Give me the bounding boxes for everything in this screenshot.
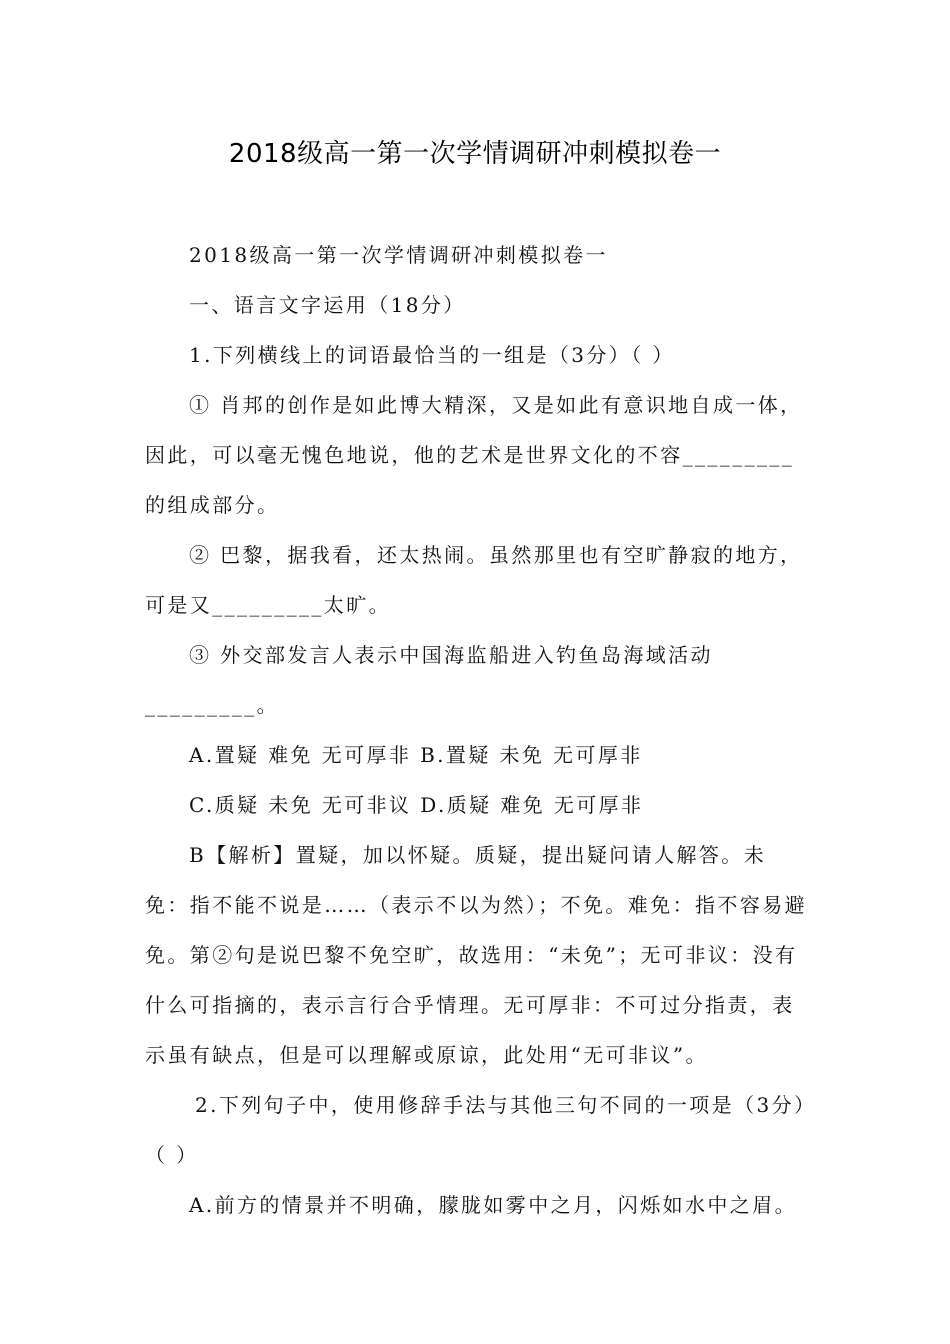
paragraph-sentence-3: ③ 外交部发言人表示中国海监船进入钓鱼岛海域活动_________。 (145, 643, 713, 717)
document-body (145, 230, 807, 1230)
paragraph-options-ab: A.置疑 难免 无可厚非 B.置疑 未免 无可厚非 (189, 743, 643, 767)
paragraph-section-heading: 一、语言文字运用（18分） (189, 293, 466, 317)
paragraph-option-a: A.前方的情景并不明确，朦胧如雾中之月，闪烁如水中之眉。 (189, 1193, 798, 1217)
paragraph-question-2: 2.下列句子中，使用修辞手法与其他三句不同的一项是（3分）（ ） (145, 1093, 807, 1167)
paragraph-question-1: 1.下列横线上的词语最恰当的一组是（3分）（ ） (189, 343, 675, 367)
paragraph-options-cd: C.质疑 未免 无可非议 D.质疑 难免 无可厚非 (189, 793, 644, 817)
paragraph-sentence-1: ① 肖邦的创作是如此博大精深，又是如此有意识地自成一体，因此，可以毫无愧色地说，他的艺术是世界文化的不容_________的组成部分。 (145, 393, 803, 517)
paragraph-answer-analysis: B【解析】置疑，加以怀疑。质疑，提出疑问请人解答。未免：指不能不说是……（表示不以为然）；不免。难免：指不容易避免。第②句是说巴黎不免空旷，故选用：“未免”；无可非议：没有什么可指摘的，表示言行合乎情理。无可厚非：不可过分指责，表示虽有缺点，但是可以理解或原谅，此处用“无可非议”。 (145, 843, 807, 1067)
paragraph-sentence-2: ② 巴黎，据我看，还太热闹。虽然那里也有空旷静寂的地方，可是又_________太旷。 (145, 543, 803, 617)
document-title: 2018级高一第一次学情调研冲刺模拟卷一 (228, 139, 722, 169)
paragraph-subtitle: 2018级高一第一次学情调研冲刺模拟卷一 (189, 243, 608, 267)
